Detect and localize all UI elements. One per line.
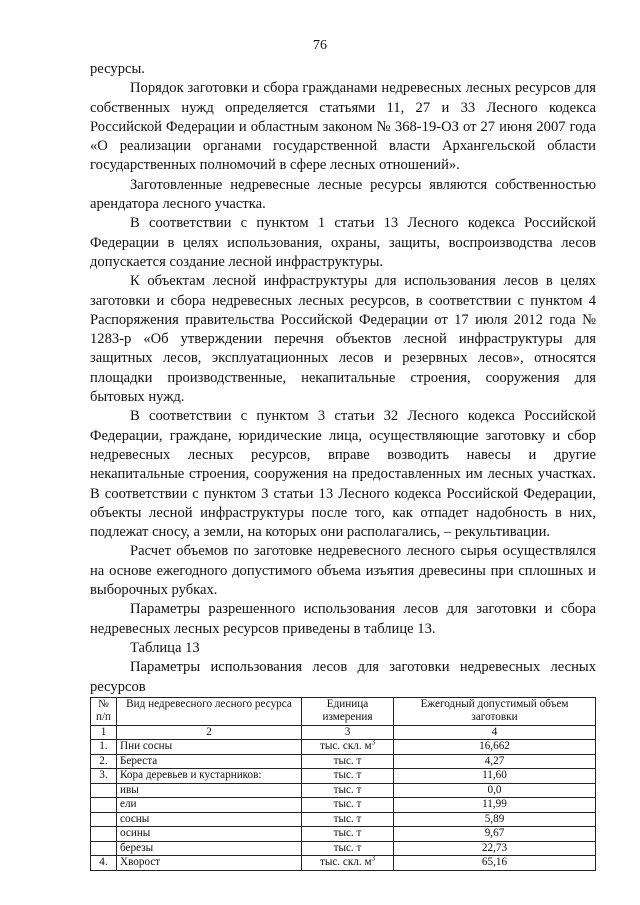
header-type: Вид недревесного лесного ресурса	[117, 697, 302, 725]
unit-text: тыс. т	[333, 827, 362, 840]
row-unit	[302, 856, 394, 871]
row-num: 3.	[91, 769, 117, 784]
row-type: Хворост	[117, 856, 302, 871]
resources-table	[90, 697, 596, 871]
paragraph: ресурсы.	[90, 61, 145, 77]
table-row	[91, 754, 596, 769]
page-number: 76	[313, 38, 327, 53]
row-type: березы	[117, 841, 302, 856]
row-value: 4,27	[394, 754, 596, 769]
table-row	[91, 827, 596, 842]
row-value: 11,99	[394, 798, 596, 813]
row-type: ели	[117, 798, 302, 813]
paragraph: Параметры разрешенного использования лесов для заготовки и сбора недревесных лесных ресурсов приведены в таблице 13.	[90, 601, 596, 637]
row-unit	[302, 798, 394, 813]
table-row	[91, 841, 596, 856]
colnum: 1	[91, 725, 117, 740]
row-type: Кора деревьев и кустарников:	[117, 769, 302, 784]
colnum: 3	[302, 725, 394, 740]
row-num: 1.	[91, 740, 117, 755]
paragraph: Порядок заготовки и сбора гражданами недревесных лесных ресурсов для собственных нужд определяется статьями 11, 27 и 33 Лесного кодекса Российской Федерации и областным законом № 368-19-ОЗ от 27 июня 2007 года «О реализации органами государственной власти Архангельской области государственных полномочий в сфере лесных отношений».	[90, 80, 596, 174]
row-value: 11,60	[394, 769, 596, 784]
table-row	[91, 812, 596, 827]
unit-text: тыс. т	[333, 783, 362, 796]
document-body	[90, 60, 596, 871]
header-value: Ежегодный допустимый объем заготовки	[394, 697, 596, 725]
row-value: 16,662	[394, 740, 596, 755]
row-num	[91, 841, 117, 856]
unit-text: тыс. скл. м	[319, 740, 372, 753]
row-type: Береста	[117, 754, 302, 769]
table-row	[91, 740, 596, 755]
row-unit	[302, 783, 394, 798]
row-value: 65,16	[394, 856, 596, 871]
row-unit	[302, 827, 394, 842]
row-value: 5,89	[394, 812, 596, 827]
row-num	[91, 827, 117, 842]
paragraph: Расчет объемов по заготовке недревесного лесного сырья осуществлялся на основе ежегодного допустимого объема изъятия древесины при сплошных и выборочных рубках.	[90, 543, 596, 599]
row-unit	[302, 754, 394, 769]
table-row	[91, 856, 596, 871]
paragraph: В соответствии с пунктом 3 статьи 32 Лесного кодекса Российской Федерации, граждане, юридические лица, осуществляющие заготовку и сбор недревесных лесных ресурсов, вправе возводить навесы и другие некапитальные строения, сооружения на предоставленных им лесных участках. В соответствии с пунктом 3 статьи 13 Лесного кодекса Российской Федерации, объекты лесной инфраструктуры после того, как отпадет надобность в них, подлежат сносу, а земли, на которых они располагались, – рекультивации.	[90, 408, 596, 541]
table-title: Параметры использования лесов для заготовки недревесных лесных ресурсов	[90, 659, 596, 695]
row-unit	[302, 740, 394, 755]
table-row	[91, 798, 596, 813]
unit-text: тыс. скл. м	[319, 856, 372, 869]
row-unit	[302, 841, 394, 856]
table-header-row	[91, 697, 596, 725]
unit-text: тыс. т	[333, 754, 362, 767]
table-row	[91, 783, 596, 798]
unit-superscript: 3	[371, 854, 376, 863]
header-unit: Единица измерения	[302, 697, 394, 725]
row-value: 9,67	[394, 827, 596, 842]
colnum: 4	[394, 725, 596, 740]
row-value: 22,73	[394, 841, 596, 856]
row-num	[91, 812, 117, 827]
row-num	[91, 798, 117, 813]
row-unit	[302, 769, 394, 784]
row-type: ивы	[117, 783, 302, 798]
row-type: сосны	[117, 812, 302, 827]
unit-text: тыс. т	[333, 769, 362, 782]
colnum: 2	[117, 725, 302, 740]
unit-superscript: 3	[371, 738, 376, 747]
unit-text: тыс. т	[333, 798, 362, 811]
table-colnum-row	[91, 725, 596, 740]
row-unit	[302, 812, 394, 827]
row-num: 2.	[91, 754, 117, 769]
unit-text: тыс. т	[333, 841, 362, 854]
row-num: 4.	[91, 856, 117, 871]
header-num: № п/п	[91, 697, 117, 725]
paragraph: К объектам лесной инфраструктуры для использования лесов в целях заготовки и сбора недревесных лесных ресурсов, в соответствии с пунктом 4 Распоряжения правительства Российской Федерации от 17 июля 2012 года № 1283-р «Об утверждении перечня объектов лесной инфраструктуры для защитных лесов, эксплуатационных лесов и резервных лесов», относятся площадки производственные, некапитальные строения, сооружения для бытовых нужд.	[90, 273, 596, 406]
table-row	[91, 769, 596, 784]
table-caption: Таблица 13	[130, 639, 200, 656]
paragraph: Заготовленные недревесные лесные ресурсы являются собственностью арендатора лесного участка.	[90, 176, 596, 213]
row-num	[91, 783, 117, 798]
row-type: Пни сосны	[117, 740, 302, 755]
row-value: 0,0	[394, 783, 596, 798]
paragraph: В соответствии с пунктом 1 статьи 13 Лесного кодекса Российской Федерации в целях использования, охраны, защиты, воспроизводства лесов допускается создание лесной инфраструктуры.	[90, 215, 596, 270]
unit-text: тыс. т	[333, 812, 362, 825]
row-type: осины	[117, 827, 302, 842]
